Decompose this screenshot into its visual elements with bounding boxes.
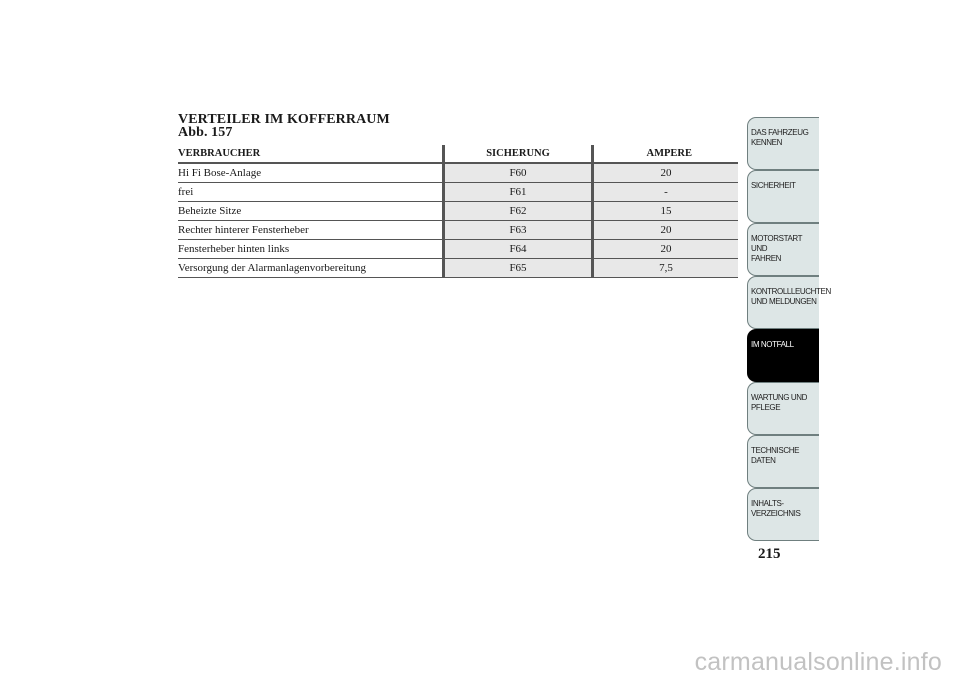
header-consumer: VERBRAUCHER — [178, 145, 444, 163]
cell-fuse: F65 — [444, 259, 593, 278]
tab-inhaltsverzeichnis[interactable]: INHALTS- VERZEICHNIS — [747, 488, 819, 541]
cell-fuse: F64 — [444, 240, 593, 259]
tab-wartung-und-pflege[interactable]: WARTUNG UND PFLEGE — [747, 382, 819, 435]
cell-amps: 15 — [593, 202, 739, 221]
cell-fuse: F60 — [444, 163, 593, 183]
section-title — [178, 113, 390, 139]
cell-consumer: Versorgung der Alarmanlagenvorbereitung — [178, 259, 444, 278]
table-row — [178, 259, 738, 278]
page-number: 215 — [758, 546, 781, 562]
cell-amps: 20 — [593, 163, 739, 183]
tab-sicherheit[interactable]: SICHERHEIT — [747, 170, 819, 223]
section-title-line2: Abb. 157 — [178, 125, 233, 140]
cell-fuse: F61 — [444, 183, 593, 202]
cell-amps: 7,5 — [593, 259, 739, 278]
cell-consumer: Fensterheber hinten links — [178, 240, 444, 259]
fuse-table — [178, 145, 738, 278]
cell-fuse: F62 — [444, 202, 593, 221]
table-row — [178, 221, 738, 240]
header-amps: AMPERE — [593, 145, 739, 163]
cell-amps: 20 — [593, 221, 739, 240]
section-title-line1: VERTEILER IM KOFFERRAUM — [178, 112, 390, 127]
tab-motorstart-und-fahren[interactable]: MOTORSTART UND FAHREN — [747, 223, 819, 276]
chapter-tabs — [747, 117, 831, 541]
header-fuse: SICHERUNG — [444, 145, 593, 163]
cell-consumer: Hi Fi Bose-Anlage — [178, 163, 444, 183]
cell-consumer: Rechter hinterer Fensterheber — [178, 221, 444, 240]
cell-consumer: Beheizte Sitze — [178, 202, 444, 221]
cell-fuse: F63 — [444, 221, 593, 240]
tab-im-notfall[interactable]: IM NOTFALL — [747, 329, 819, 382]
tab-technische-daten[interactable]: TECHNISCHE DATEN — [747, 435, 819, 488]
cell-consumer: frei — [178, 183, 444, 202]
table-row — [178, 183, 738, 202]
table-row — [178, 163, 738, 183]
tab-das-fahrzeug-kennen[interactable]: DAS FAHRZEUG KENNEN — [747, 117, 819, 170]
table-row — [178, 202, 738, 221]
watermark: carmanualsonline.info — [694, 648, 942, 676]
table-row — [178, 240, 738, 259]
cell-amps: 20 — [593, 240, 739, 259]
cell-amps: - — [593, 183, 739, 202]
table-header-row — [178, 145, 738, 163]
tab-kontrollleuchten[interactable]: KONTROLLLEUCHTEN UND MELDUNGEN — [747, 276, 819, 329]
